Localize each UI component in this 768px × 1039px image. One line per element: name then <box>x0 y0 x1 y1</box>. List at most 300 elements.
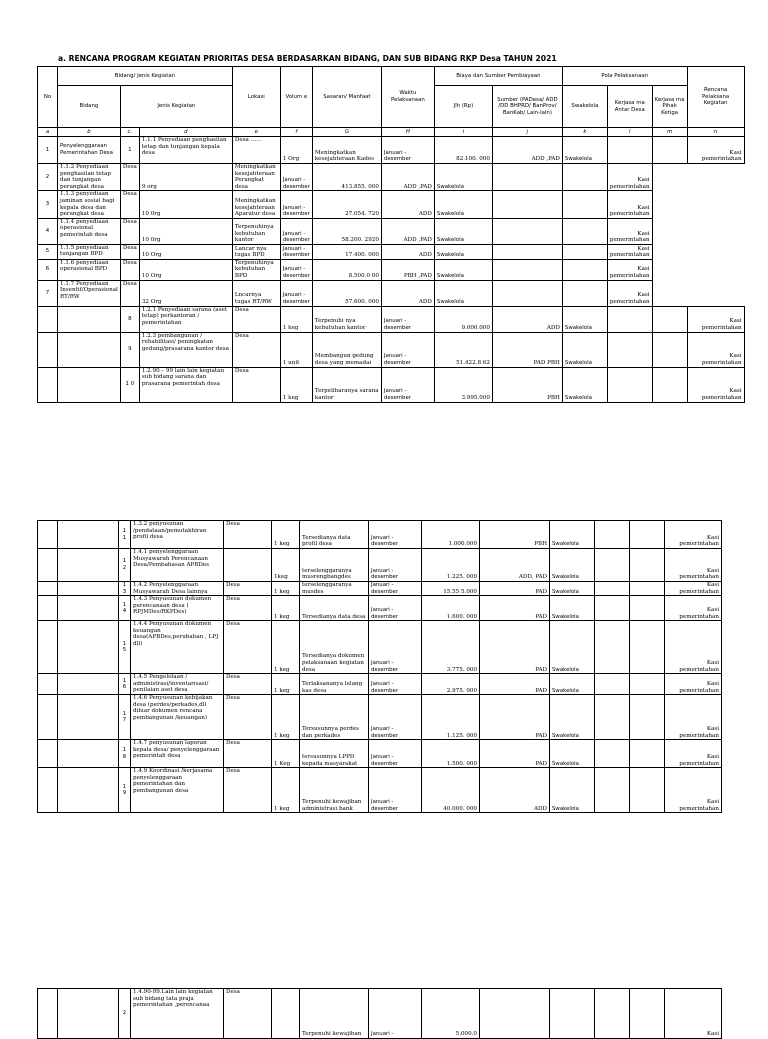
lokasi-cell: Desa <box>224 582 272 596</box>
no-cell <box>38 332 58 367</box>
jumlah-cell: 1.225. 000 <box>422 549 480 582</box>
jumlah-cell: 58.200. 2920 <box>312 218 381 244</box>
kerjasama-pihak-ketiga-cell <box>630 549 665 582</box>
kerjasama-pihak-ketiga-cell <box>630 582 665 596</box>
waktu-pelaksanaan-cell: Januari - desember <box>369 695 422 740</box>
lokasi-cell: Desa <box>224 989 272 1039</box>
kerjasama-antar-desa-cell <box>492 244 562 259</box>
volume-cell: 1 keg <box>272 596 300 621</box>
row-number-cell: 1 0 <box>120 367 139 402</box>
table-row <box>38 989 722 1039</box>
jenis-kegiatan-cell: 1.2.90 – 99 lain lain kegiatan sub bidang sarana dan prasarana pemerintah desa <box>139 367 232 402</box>
bidang-cell <box>58 306 121 332</box>
jumlah-cell: 1.125. 000 <box>422 695 480 740</box>
table-row <box>38 259 745 280</box>
table-row <box>38 549 722 582</box>
kerjasama-pihak-ketiga-cell <box>562 244 607 259</box>
jenis-kegiatan-cell: 1.4.1 penyelenggaraan Musyawarah Perencanaan Desa/Pembahasan APBDes <box>131 549 224 582</box>
lokasi-cell: Desa <box>120 259 139 280</box>
jenis-kegiatan-cell: 1.4.9 Koordinasi /kerjasama penyelenggaraan pemerintahan dan pembangunan desa <box>131 768 224 813</box>
lokasi-cell: Desa <box>224 521 272 549</box>
sumber-dana-cell: ADD ,PAD <box>381 218 434 244</box>
sasaran-cell: Meningkatkan kesejahteraan Aparatur desa <box>232 191 280 218</box>
no-cell <box>38 582 58 596</box>
pelaksana-cell: Kasi pemerintahan <box>687 306 744 332</box>
sumber-dana-cell: PAD <box>480 695 550 740</box>
jenis-kegiatan-cell: 1.4.6 Penyusunan kebijakan desa (perdes/perkades,dll diluar dokumen rencana pembangunan /keuangan) <box>131 695 224 740</box>
sumber-dana-cell: ADD <box>492 306 562 332</box>
waktu-pelaksanaan-cell: Januari - desember <box>369 768 422 813</box>
pelaksana-cell: Kasi pemerintahan <box>665 740 722 768</box>
bidang-cell <box>58 768 119 813</box>
table-row <box>38 280 745 306</box>
column-letter: l <box>607 128 652 137</box>
lokasi-cell: Desa <box>224 695 272 740</box>
sasaran-cell: Terpeliharanya sarana kantor <box>312 367 381 402</box>
sumber-dana-cell: ADD, PAD <box>480 549 550 582</box>
volume-cell: 1 keg <box>280 306 312 332</box>
swakelola-cell: Swakelola <box>550 521 595 549</box>
waktu-pelaksanaan-cell: Januari - desember <box>369 521 422 549</box>
header-lokasi: Lokasi <box>232 67 280 128</box>
header-sasaran: Sasaran/ Manfaat <box>312 67 381 128</box>
kerjasama-pihak-ketiga-cell <box>630 596 665 621</box>
lokasi-cell: Desa <box>224 596 272 621</box>
kerjasama-pihak-ketiga-cell <box>652 332 687 367</box>
no-cell <box>38 596 58 621</box>
jenis-kegiatan-cell: 1.4.5 Pengelolaan / administrasi/inventarisasi/ penilaian aset desa <box>131 674 224 695</box>
row-number-cell: 1 7 <box>119 695 131 740</box>
volume-cell: 1 Org <box>280 137 312 164</box>
no-cell <box>38 768 58 813</box>
row-number-cell: 3 <box>38 191 58 218</box>
volume-cell: 1 keg <box>272 695 300 740</box>
volume-cell: 1 keg <box>272 621 300 674</box>
column-letter-row <box>38 128 745 137</box>
table-row <box>38 582 722 596</box>
row-number-cell: 1 9 <box>119 768 131 813</box>
jumlah-cell: 8.500.0 00 <box>312 259 381 280</box>
bidang-cell <box>58 740 119 768</box>
kerjasama-antar-desa-cell <box>492 218 562 244</box>
sumber-dana-cell: PBH <box>492 367 562 402</box>
volume-cell: 1 keg <box>272 521 300 549</box>
sasaran-cell: Terpenuhinya kebutuhan kantor <box>232 218 280 244</box>
pelaksana-cell: Kasi pemerintahan <box>665 549 722 582</box>
pelaksana-cell: Kasi pemerintahan <box>607 164 652 191</box>
kerjasama-pihak-ketiga-cell <box>630 674 665 695</box>
lokasi-cell: Desa <box>232 306 280 332</box>
row-number-cell: 1 4 <box>119 596 131 621</box>
no-cell <box>38 674 58 695</box>
row-number-cell: 7 <box>38 280 58 306</box>
column-letter: n <box>687 128 744 137</box>
volume-cell: 9 org <box>139 164 232 191</box>
jumlah-cell: 3.995.000 <box>434 367 492 402</box>
kerjasama-antar-desa-cell <box>595 768 630 813</box>
kerjasama-pihak-ketiga-cell <box>652 306 687 332</box>
table-row <box>38 740 722 768</box>
volume-cell: 1 keg <box>272 582 300 596</box>
column-letter: f <box>280 128 312 137</box>
pelaksana-cell: Kasi pemerintahan <box>607 218 652 244</box>
pelaksana-cell: Kasi pemerintahan <box>607 280 652 306</box>
jumlah-cell: 57.600. 000 <box>312 280 381 306</box>
waktu-pelaksanaan-cell: Januari - desember <box>381 137 434 164</box>
lokasi-cell: Desa <box>224 740 272 768</box>
header-biaya-sumber: Biaya dan Sumber Pembiayaan <box>434 67 562 86</box>
pelaksana-cell: Kasi pemerintahan <box>665 695 722 740</box>
header-volume: Volum e <box>280 67 312 128</box>
waktu-pelaksanaan-cell: Januari - desember <box>280 244 312 259</box>
header-jenis: Jenis Kegiatan <box>120 86 232 128</box>
header-bidang: Bidang <box>58 86 121 128</box>
header-no: No <box>38 67 58 128</box>
section-number: 1 <box>38 137 58 164</box>
volume-cell: 1 Keg <box>272 740 300 768</box>
kerjasama-antar-desa-cell <box>492 191 562 218</box>
volume-cell <box>272 989 300 1039</box>
sasaran-cell: Terpenuhi kewajiban <box>300 989 369 1039</box>
bidang-cell <box>58 367 121 402</box>
lokasi-cell: Desa <box>120 280 139 306</box>
header-pola: Pola Pelaksanaan <box>562 67 687 86</box>
kerjasama-antar-desa-cell <box>607 306 652 332</box>
kerjasama-pihak-ketiga-cell <box>562 164 607 191</box>
jenis-kegiatan-cell: 1.4.4 Penyusunan dokumen keuangan desa(APBDes,perubahan , LPJ dll) <box>131 621 224 674</box>
jumlah-cell: 27.054. 720 <box>312 191 381 218</box>
swakelola-cell: Swakelola <box>434 244 492 259</box>
jenis-kegiatan-cell: 1.3.2 penyusunan /pendataan/pemutakhiran profil desa <box>131 521 224 549</box>
lokasi-cell: Desa <box>120 244 139 259</box>
kerjasama-antar-desa-cell <box>595 740 630 768</box>
jenis-kegiatan-cell: 1.1.5 penyediaan tunjangan BPD <box>58 244 121 259</box>
table-row <box>38 674 722 695</box>
kerjasama-antar-desa-cell <box>492 164 562 191</box>
sumber-dana-cell: PAD <box>480 740 550 768</box>
bidang-cell <box>58 549 119 582</box>
swakelola-cell: Swakelola <box>550 549 595 582</box>
header-bidang-jenis: Bidang/ Jenis Kegiatan <box>58 67 233 86</box>
row-number-cell: 1 6 <box>119 674 131 695</box>
row-number-cell: 1 2 <box>119 549 131 582</box>
volume-cell: 1 keg <box>272 768 300 813</box>
jumlah-cell: 1.000.000 <box>422 521 480 549</box>
swakelola-cell: Swakelola <box>434 280 492 306</box>
sumber-dana-cell: ADD <box>381 191 434 218</box>
pelaksana-cell: Kasi <box>665 989 722 1039</box>
jumlah-cell: 2.975. 000 <box>422 674 480 695</box>
swakelola-cell: Swakelola <box>562 137 607 164</box>
column-letter: e <box>232 128 280 137</box>
column-letter: j <box>492 128 562 137</box>
column-letter: G <box>312 128 381 137</box>
kerjasama-pihak-ketiga-cell <box>630 768 665 813</box>
row-number-cell: 9 <box>120 332 139 367</box>
pelaksana-cell: Kasi pemerintahan <box>687 332 744 367</box>
header-sumber: Sumber (PADesa/ ADD /DD BHPRD/ BanProv/ BanKab/ Lain-lain) <box>492 86 562 128</box>
column-letter: H <box>381 128 434 137</box>
jumlah-cell: 9.000.000 <box>434 306 492 332</box>
swakelola-cell: Swakelola <box>550 695 595 740</box>
pelaksana-cell: Kasi pemerintahan <box>687 137 744 164</box>
volume-cell: 1keg <box>272 549 300 582</box>
program-table-2 <box>37 520 722 813</box>
kerjasama-pihak-ketiga-cell <box>562 218 607 244</box>
header-jumlah: Jlh (Rp) <box>434 86 492 128</box>
volume-cell: 10 0rg <box>139 191 232 218</box>
sasaran-cell: Meningkatkan kesejahteraan Perangkat desa <box>232 164 280 191</box>
row-number-cell: 1 8 <box>119 740 131 768</box>
volume-cell: 1 unit <box>280 332 312 367</box>
swakelola-cell: Swakelola <box>434 218 492 244</box>
sumber-dana-cell: ADD ,PAD <box>381 164 434 191</box>
waktu-pelaksanaan-cell: Januari - desember <box>280 218 312 244</box>
kerjasama-pihak-ketiga-cell <box>562 191 607 218</box>
jumlah-cell: 82.100. 000 <box>434 137 492 164</box>
table-row <box>38 218 745 244</box>
table-row <box>38 596 722 621</box>
lokasi-cell: Desa …… <box>232 137 280 164</box>
kerjasama-antar-desa-cell <box>595 521 630 549</box>
header-kerjasama-pihak: Kerjasa ma Pihak Ketiga <box>652 86 687 128</box>
lokasi-cell: Desa <box>120 191 139 218</box>
jenis-kegiatan-cell: 1.1.1 Penyediaan penghasilan tetap dan tunjangan kepala desa <box>139 137 232 164</box>
sumber-dana-cell <box>480 989 550 1039</box>
jenis-kegiatan-cell: 1.2.3 pembangunan / rehabilitasi/ peningkatan gedung/prasarana kantor desa <box>139 332 232 367</box>
row-number-cell: 4 <box>38 218 58 244</box>
table-row <box>38 521 722 549</box>
jumlah-cell: 413.855. 000 <box>312 164 381 191</box>
table-row <box>38 367 745 402</box>
table-row <box>38 191 745 218</box>
pelaksana-cell: Kasi pemerintahan <box>607 191 652 218</box>
swakelola-cell: Swakelola <box>434 164 492 191</box>
sumber-dana-cell: ADD <box>381 244 434 259</box>
sasaran-cell: tersusunnya LPPD kepada masyarakat <box>300 740 369 768</box>
bidang-cell <box>58 621 119 674</box>
header-kerjasama-antar: Kerjasa ma Antar Desa <box>607 86 652 128</box>
sumber-dana-cell: PBH <box>480 521 550 549</box>
sasaran-cell: Terpenuhinya kebutuhan BPD <box>232 259 280 280</box>
sumber-dana-cell: ADD <box>381 280 434 306</box>
swakelola-cell: Swakelola <box>550 674 595 695</box>
no-cell <box>38 367 58 402</box>
jumlah-cell: 1.600. 000 <box>422 596 480 621</box>
row-number-cell: 6 <box>38 259 58 280</box>
lokasi-cell: Desa <box>224 674 272 695</box>
column-letter: k <box>562 128 607 137</box>
swakelola-cell: Swakelola <box>562 332 607 367</box>
waktu-pelaksanaan-cell: Januari - desember <box>369 621 422 674</box>
sasaran-cell: Tersedianya dokumen pelaksanaan kegiatan desa <box>300 621 369 674</box>
sumber-dana-cell: PAD <box>480 621 550 674</box>
jumlah-cell: 1.500. 000 <box>422 740 480 768</box>
lokasi-cell: Desa <box>232 332 280 367</box>
sasaran-cell: Terpenuhi kewajiban administrasi bank <box>300 768 369 813</box>
sumber-dana-cell: PAD <box>480 582 550 596</box>
kerjasama-antar-desa-cell <box>595 596 630 621</box>
row-number-cell: 5 <box>38 244 58 259</box>
sasaran-cell: Terlaksananya lelang kas desa <box>300 674 369 695</box>
swakelola-cell: Swakelola <box>434 259 492 280</box>
column-letter: i <box>434 128 492 137</box>
waktu-pelaksanaan-cell: Januari - desember <box>280 191 312 218</box>
kerjasama-pihak-ketiga-cell <box>630 989 665 1039</box>
sasaran-cell: Tersedianya data desa <box>300 596 369 621</box>
lokasi-cell: Desa <box>224 768 272 813</box>
pelaksana-cell: Kasi pemerintahan <box>665 621 722 674</box>
kerjasama-antar-desa-cell <box>492 280 562 306</box>
lokasi-cell: Desa <box>120 164 139 191</box>
jumlah-cell: 51.422.8 62 <box>434 332 492 367</box>
lokasi-cell: Desa <box>224 621 272 674</box>
sasaran-cell: terselenggaranya musdes <box>300 582 369 596</box>
volume-cell: 1 keg <box>272 674 300 695</box>
column-letter: b <box>58 128 121 137</box>
pelaksana-cell: Kasi pemerintahan <box>665 768 722 813</box>
volume-cell: 10 0rg <box>139 218 232 244</box>
header-swakelola: Swakelola <box>562 86 607 128</box>
waktu-pelaksanaan-cell: Januari - desember <box>369 596 422 621</box>
sumber-dana-cell: PAD <box>480 596 550 621</box>
volume-cell: 10 Org <box>139 244 232 259</box>
kerjasama-pihak-ketiga-cell <box>562 259 607 280</box>
waktu-pelaksanaan-cell: Januari - desember <box>369 674 422 695</box>
volume-cell: 32 Org <box>139 280 232 306</box>
table-row <box>38 164 745 191</box>
kerjasama-pihak-ketiga-cell <box>630 695 665 740</box>
no-cell <box>38 549 58 582</box>
pelaksana-cell: Kasi pemerintahan <box>665 582 722 596</box>
sasaran-cell: Terpenuhi nya kebutuhan kantor <box>312 306 381 332</box>
table-row <box>38 137 745 164</box>
column-letter: a <box>38 128 58 137</box>
table-row <box>38 306 745 332</box>
pelaksana-cell: Kasi pemerintahan <box>665 596 722 621</box>
header-rencana: Rencana Pelaksana Kegiatan <box>687 67 744 128</box>
bidang-cell <box>58 521 119 549</box>
jumlah-cell: 5.000.0 <box>422 989 480 1039</box>
kerjasama-antar-desa-cell <box>595 582 630 596</box>
bidang-cell <box>58 695 119 740</box>
program-table-3 <box>37 988 722 1039</box>
kerjasama-pihak-ketiga-cell <box>652 137 687 164</box>
sumber-dana-cell: PAD PBH <box>492 332 562 367</box>
column-letter: m <box>652 128 687 137</box>
pelaksana-cell: Kasi pemerintahan <box>607 244 652 259</box>
bidang-cell <box>58 332 121 367</box>
swakelola-cell: Swakelola <box>434 191 492 218</box>
row-number-cell: 2 <box>119 989 131 1039</box>
row-number-cell: 8 <box>120 306 139 332</box>
bidang-cell <box>58 582 119 596</box>
sasaran-cell: Membangun gedung desa yang memadai <box>312 332 381 367</box>
no-cell <box>38 695 58 740</box>
section-bidang: Penyelenggaraan Pemerintahan Desa <box>58 137 121 164</box>
swakelola-cell: Swakelola <box>550 582 595 596</box>
lokasi-cell <box>224 549 272 582</box>
no-cell <box>38 740 58 768</box>
volume-cell: 1 keg <box>280 367 312 402</box>
kerjasama-antar-desa-cell <box>595 549 630 582</box>
no-cell <box>38 621 58 674</box>
pelaksana-cell: Kasi pemerintahan <box>687 367 744 402</box>
column-letter: c. <box>120 128 139 137</box>
kerjasama-antar-desa-cell <box>607 367 652 402</box>
jenis-kegiatan-cell: 1.1.7 Penyediaan Insentif/Operasional RT/RW <box>58 280 121 306</box>
jenis-kegiatan-cell: 1.4.90-99.Lain lain kegiatan sub bidang tata praja pemerintahan ,perencanaa <box>131 989 224 1039</box>
jenis-kegiatan-cell: 1.4.3 Penyusunan dokumen perencanaan desa ( RPJMDes/RKPDes) <box>131 596 224 621</box>
jenis-kegiatan-cell: 1.4.2 Penyelenggaraan Musyawarah Desa lainnya <box>131 582 224 596</box>
jenis-kegiatan-cell: 1.4.7 penyusunan laporan kepala desa/ penyelenggaraan pemerintah desa <box>131 740 224 768</box>
waktu-pelaksanaan-cell: Januari - desember <box>381 332 434 367</box>
row-number-cell: 2 <box>38 164 58 191</box>
waktu-pelaksanaan-cell: Januari - desember <box>280 164 312 191</box>
column-letter: d <box>139 128 232 137</box>
jumlah-cell: 40.000. 000 <box>422 768 480 813</box>
swakelola-cell: Swakelola <box>562 367 607 402</box>
kerjasama-antar-desa-cell <box>595 674 630 695</box>
kerjasama-pihak-ketiga-cell <box>630 521 665 549</box>
kerjasama-pihak-ketiga-cell <box>630 621 665 674</box>
sumber-dana-cell: PAD <box>480 674 550 695</box>
sumber-dana-cell: PBH ,PAD <box>381 259 434 280</box>
waktu-pelaksanaan-cell: Januari - desember <box>280 280 312 306</box>
kerjasama-antar-desa-cell <box>595 695 630 740</box>
table-row <box>38 695 722 740</box>
waktu-pelaksanaan-cell: Januari - <box>369 989 422 1039</box>
waktu-pelaksanaan-cell: Januari - desember <box>280 259 312 280</box>
jenis-kegiatan-cell: 1.1.2 Penyediaan penghasilan tetap dan tunjangan perangkat desa <box>58 164 121 191</box>
kerjasama-antar-desa-cell <box>595 621 630 674</box>
no-cell <box>38 989 58 1039</box>
lokasi-cell: Desa <box>232 367 280 402</box>
swakelola-cell: Swakelola <box>562 306 607 332</box>
sasaran-cell: Lncarnya tugas RT/RW <box>232 280 280 306</box>
kerjasama-antar-desa-cell <box>492 259 562 280</box>
waktu-pelaksanaan-cell: Januari - desember <box>369 549 422 582</box>
no-cell <box>38 306 58 332</box>
row-number-cell: 1 <box>120 137 139 164</box>
row-number-cell: 1 1 <box>119 521 131 549</box>
waktu-pelaksanaan-cell: Januari - desember <box>369 582 422 596</box>
pelaksana-cell: Kasi pemerintahan <box>607 259 652 280</box>
bidang-cell <box>58 674 119 695</box>
kerjasama-antar-desa-cell <box>607 137 652 164</box>
sasaran-cell: Meningkatkan kesejahteraan Kades <box>312 137 381 164</box>
kerjasama-antar-desa-cell <box>607 332 652 367</box>
jenis-kegiatan-cell: 1.1.4 penyediaan operasional pemerintah desa <box>58 218 121 244</box>
header-waktu: Waktu Pelaksanaan <box>381 67 434 128</box>
swakelola-cell: Swakelola <box>550 740 595 768</box>
table-row <box>38 332 745 367</box>
sasaran-cell: Tersusunnya perdes dan perkades <box>300 695 369 740</box>
jenis-kegiatan-cell: 1.1.3 penyediaan jaminan sosial bagi kepala desa dan perangkat desa <box>58 191 121 218</box>
swakelola-cell <box>550 989 595 1039</box>
table-row <box>38 768 722 813</box>
bidang-cell <box>58 989 119 1039</box>
waktu-pelaksanaan-cell: Januari - desember <box>381 367 434 402</box>
swakelola-cell: Swakelola <box>550 621 595 674</box>
jumlah-cell: 15.55 5.000 <box>422 582 480 596</box>
row-number-cell: 1 3 <box>119 582 131 596</box>
kerjasama-pihak-ketiga-cell <box>562 280 607 306</box>
swakelola-cell: Swakelola <box>550 768 595 813</box>
jenis-kegiatan-cell: 1.1.6 penyediaan operasional BPD <box>58 259 121 280</box>
jumlah-cell: 17.400. 000 <box>312 244 381 259</box>
table-row <box>38 244 745 259</box>
